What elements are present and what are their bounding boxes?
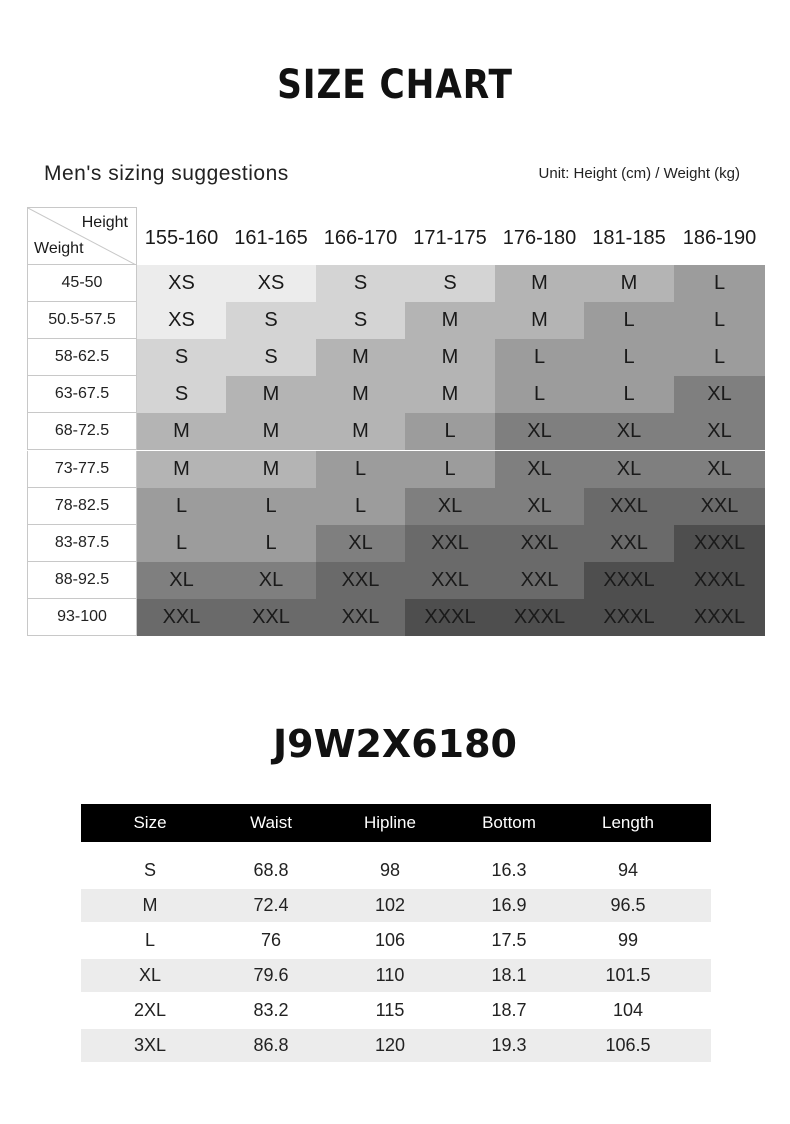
measurement-cell: 16.3 bbox=[491, 860, 527, 880]
unit-note: Unit: Height (cm) / Weight (kg) bbox=[538, 165, 740, 182]
size-cell: XXL bbox=[674, 488, 765, 525]
size-cell: XXL bbox=[405, 562, 495, 599]
measurement-cell: 98 bbox=[379, 860, 401, 880]
size-cell: L bbox=[316, 488, 405, 525]
size-cell: M bbox=[495, 302, 584, 339]
measurement-cell: 68.8 bbox=[253, 860, 289, 880]
measurement-cell: 76 bbox=[260, 930, 282, 950]
measurement-cell: S bbox=[143, 860, 156, 880]
size-cell: XXL bbox=[316, 599, 405, 636]
weight-row-header: 93-100 bbox=[27, 599, 137, 636]
size-cell: M bbox=[137, 413, 226, 450]
size-cell: XL bbox=[584, 413, 674, 450]
size-cell: XL bbox=[674, 413, 765, 450]
measurement-cell: 3XL bbox=[133, 1035, 167, 1055]
measurement-column-header: Bottom bbox=[482, 813, 536, 832]
size-cell: L bbox=[226, 488, 316, 525]
measurement-cell: 101.5 bbox=[605, 965, 651, 985]
weight-row-header: 45-50 bbox=[27, 265, 137, 302]
measurement-cell: 106.5 bbox=[605, 1035, 651, 1055]
size-cell: L bbox=[137, 525, 226, 562]
size-cell: XXXL bbox=[405, 599, 495, 636]
size-cell: L bbox=[405, 413, 495, 450]
size-cell: L bbox=[137, 488, 226, 525]
measurement-cell: 19.3 bbox=[491, 1035, 527, 1055]
height-column-header: 171-175 bbox=[405, 207, 495, 265]
size-cell: S bbox=[137, 376, 226, 413]
size-cell: M bbox=[226, 413, 316, 450]
size-cell: XL bbox=[137, 562, 226, 599]
size-cell: M bbox=[316, 376, 405, 413]
size-cell: S bbox=[137, 339, 226, 376]
weight-row-header: 63-67.5 bbox=[27, 376, 137, 413]
size-cell: S bbox=[226, 339, 316, 376]
size-cell: XL bbox=[495, 488, 584, 525]
height-column-header: 186-190 bbox=[674, 207, 765, 265]
size-cell: XS bbox=[137, 302, 226, 339]
size-cell: XS bbox=[137, 265, 226, 302]
size-cell: XL bbox=[405, 488, 495, 525]
size-cell: L bbox=[674, 265, 765, 302]
table-row bbox=[81, 889, 711, 922]
size-cell: XXL bbox=[316, 562, 405, 599]
measurement-table-header bbox=[81, 804, 711, 842]
height-column-header: 155-160 bbox=[137, 207, 226, 265]
measurement-column-header: Hipline bbox=[364, 813, 416, 832]
size-cell: L bbox=[316, 451, 405, 488]
size-cell: XS bbox=[226, 265, 316, 302]
height-axis-label: Height bbox=[81, 214, 128, 231]
size-cell: XL bbox=[584, 451, 674, 488]
height-column-header: 181-185 bbox=[584, 207, 674, 265]
size-cell: XXXL bbox=[584, 599, 674, 636]
size-cell: XL bbox=[495, 413, 584, 450]
weight-row-header: 78-82.5 bbox=[27, 488, 137, 525]
size-cell: L bbox=[405, 451, 495, 488]
height-column-header: 161-165 bbox=[226, 207, 316, 265]
size-cell: XXL bbox=[584, 488, 674, 525]
measurement-cell: XL bbox=[138, 965, 162, 985]
size-cell: M bbox=[226, 376, 316, 413]
measurement-cell: 16.9 bbox=[491, 895, 527, 915]
size-chart-grid bbox=[27, 207, 765, 636]
page-title: SIZE CHART bbox=[277, 62, 513, 108]
measurement-cell: 115 bbox=[375, 1000, 405, 1020]
measurement-cell: 17.5 bbox=[491, 930, 527, 950]
size-cell: XXXL bbox=[495, 599, 584, 636]
measurement-cell: 120 bbox=[374, 1035, 406, 1055]
measurement-cell: 110 bbox=[375, 965, 405, 985]
size-cell: L bbox=[584, 339, 674, 376]
table-row bbox=[81, 994, 711, 1027]
size-cell: XXL bbox=[137, 599, 226, 636]
measurement-cell: 2XL bbox=[133, 1000, 167, 1020]
size-cell: XL bbox=[495, 451, 584, 488]
weight-axis-label: Weight bbox=[34, 240, 84, 257]
measurement-cell: 79.6 bbox=[253, 965, 289, 985]
height-column-header: 176-180 bbox=[495, 207, 584, 265]
size-cell: M bbox=[584, 265, 674, 302]
size-cell: XXXL bbox=[674, 599, 765, 636]
measurement-cell: 18.1 bbox=[491, 965, 527, 985]
size-cell: XXL bbox=[405, 525, 495, 562]
measurement-cell: 99 bbox=[617, 930, 639, 950]
measurement-cell: 96.5 bbox=[610, 895, 646, 915]
size-cell: L bbox=[674, 339, 765, 376]
measurement-cell: 106 bbox=[374, 930, 406, 950]
size-cell: S bbox=[405, 265, 495, 302]
weight-row-header: 68-72.5 bbox=[27, 413, 137, 450]
size-cell: XL bbox=[674, 376, 765, 413]
size-cell: XL bbox=[316, 525, 405, 562]
measurement-cell: 86.8 bbox=[253, 1035, 289, 1055]
size-cell: S bbox=[226, 302, 316, 339]
weight-row-header: 83-87.5 bbox=[27, 525, 137, 562]
size-cell: L bbox=[226, 525, 316, 562]
size-cell: XXL bbox=[495, 525, 584, 562]
size-cell: L bbox=[495, 339, 584, 376]
size-cell: M bbox=[405, 339, 495, 376]
measurement-cell: L bbox=[144, 930, 155, 950]
table-row bbox=[81, 854, 711, 887]
size-cell: XXL bbox=[226, 599, 316, 636]
measurement-cell: 94 bbox=[617, 860, 639, 880]
measurement-column-header: Waist bbox=[250, 813, 292, 832]
size-cell: M bbox=[316, 339, 405, 376]
size-chart-corner-header bbox=[27, 207, 137, 265]
measurement-column-header: Length bbox=[602, 813, 654, 832]
measurement-column-header: Size bbox=[133, 813, 167, 832]
size-cell: XXXL bbox=[674, 525, 765, 562]
weight-row-header: 58-62.5 bbox=[27, 339, 137, 376]
size-cell: XXXL bbox=[584, 562, 674, 599]
size-cell: M bbox=[137, 451, 226, 488]
measurement-cell: 104 bbox=[612, 1000, 644, 1020]
size-cell: XXL bbox=[584, 525, 674, 562]
table-row bbox=[81, 924, 711, 957]
size-cell: XXL bbox=[495, 562, 584, 599]
table-row bbox=[81, 959, 711, 992]
weight-row-header: 88-92.5 bbox=[27, 562, 137, 599]
product-code: J9W2X6180 bbox=[273, 722, 517, 766]
height-column-header: 166-170 bbox=[316, 207, 405, 265]
size-cell: L bbox=[674, 302, 765, 339]
size-cell: XL bbox=[226, 562, 316, 599]
size-cell: L bbox=[584, 376, 674, 413]
size-cell: XXXL bbox=[674, 562, 765, 599]
size-cell: S bbox=[316, 302, 405, 339]
size-cell: M bbox=[495, 265, 584, 302]
sizing-subtitle: Men's sizing suggestions bbox=[44, 162, 289, 185]
measurement-cell: 72.4 bbox=[253, 895, 289, 915]
size-cell: M bbox=[316, 413, 405, 450]
weight-row-header: 50.5-57.5 bbox=[27, 302, 137, 339]
size-cell: S bbox=[316, 265, 405, 302]
size-cell: M bbox=[405, 302, 495, 339]
size-cell: L bbox=[584, 302, 674, 339]
measurement-cell: 83.2 bbox=[253, 1000, 289, 1020]
size-cell: XL bbox=[674, 451, 765, 488]
size-cell: M bbox=[405, 376, 495, 413]
size-cell: L bbox=[495, 376, 584, 413]
table-row bbox=[81, 1029, 711, 1062]
measurement-cell: 102 bbox=[374, 895, 406, 915]
weight-row-header: 73-77.5 bbox=[27, 451, 137, 488]
measurement-cell: 18.7 bbox=[491, 1000, 527, 1020]
measurement-cell: M bbox=[142, 895, 158, 915]
size-cell: M bbox=[226, 451, 316, 488]
